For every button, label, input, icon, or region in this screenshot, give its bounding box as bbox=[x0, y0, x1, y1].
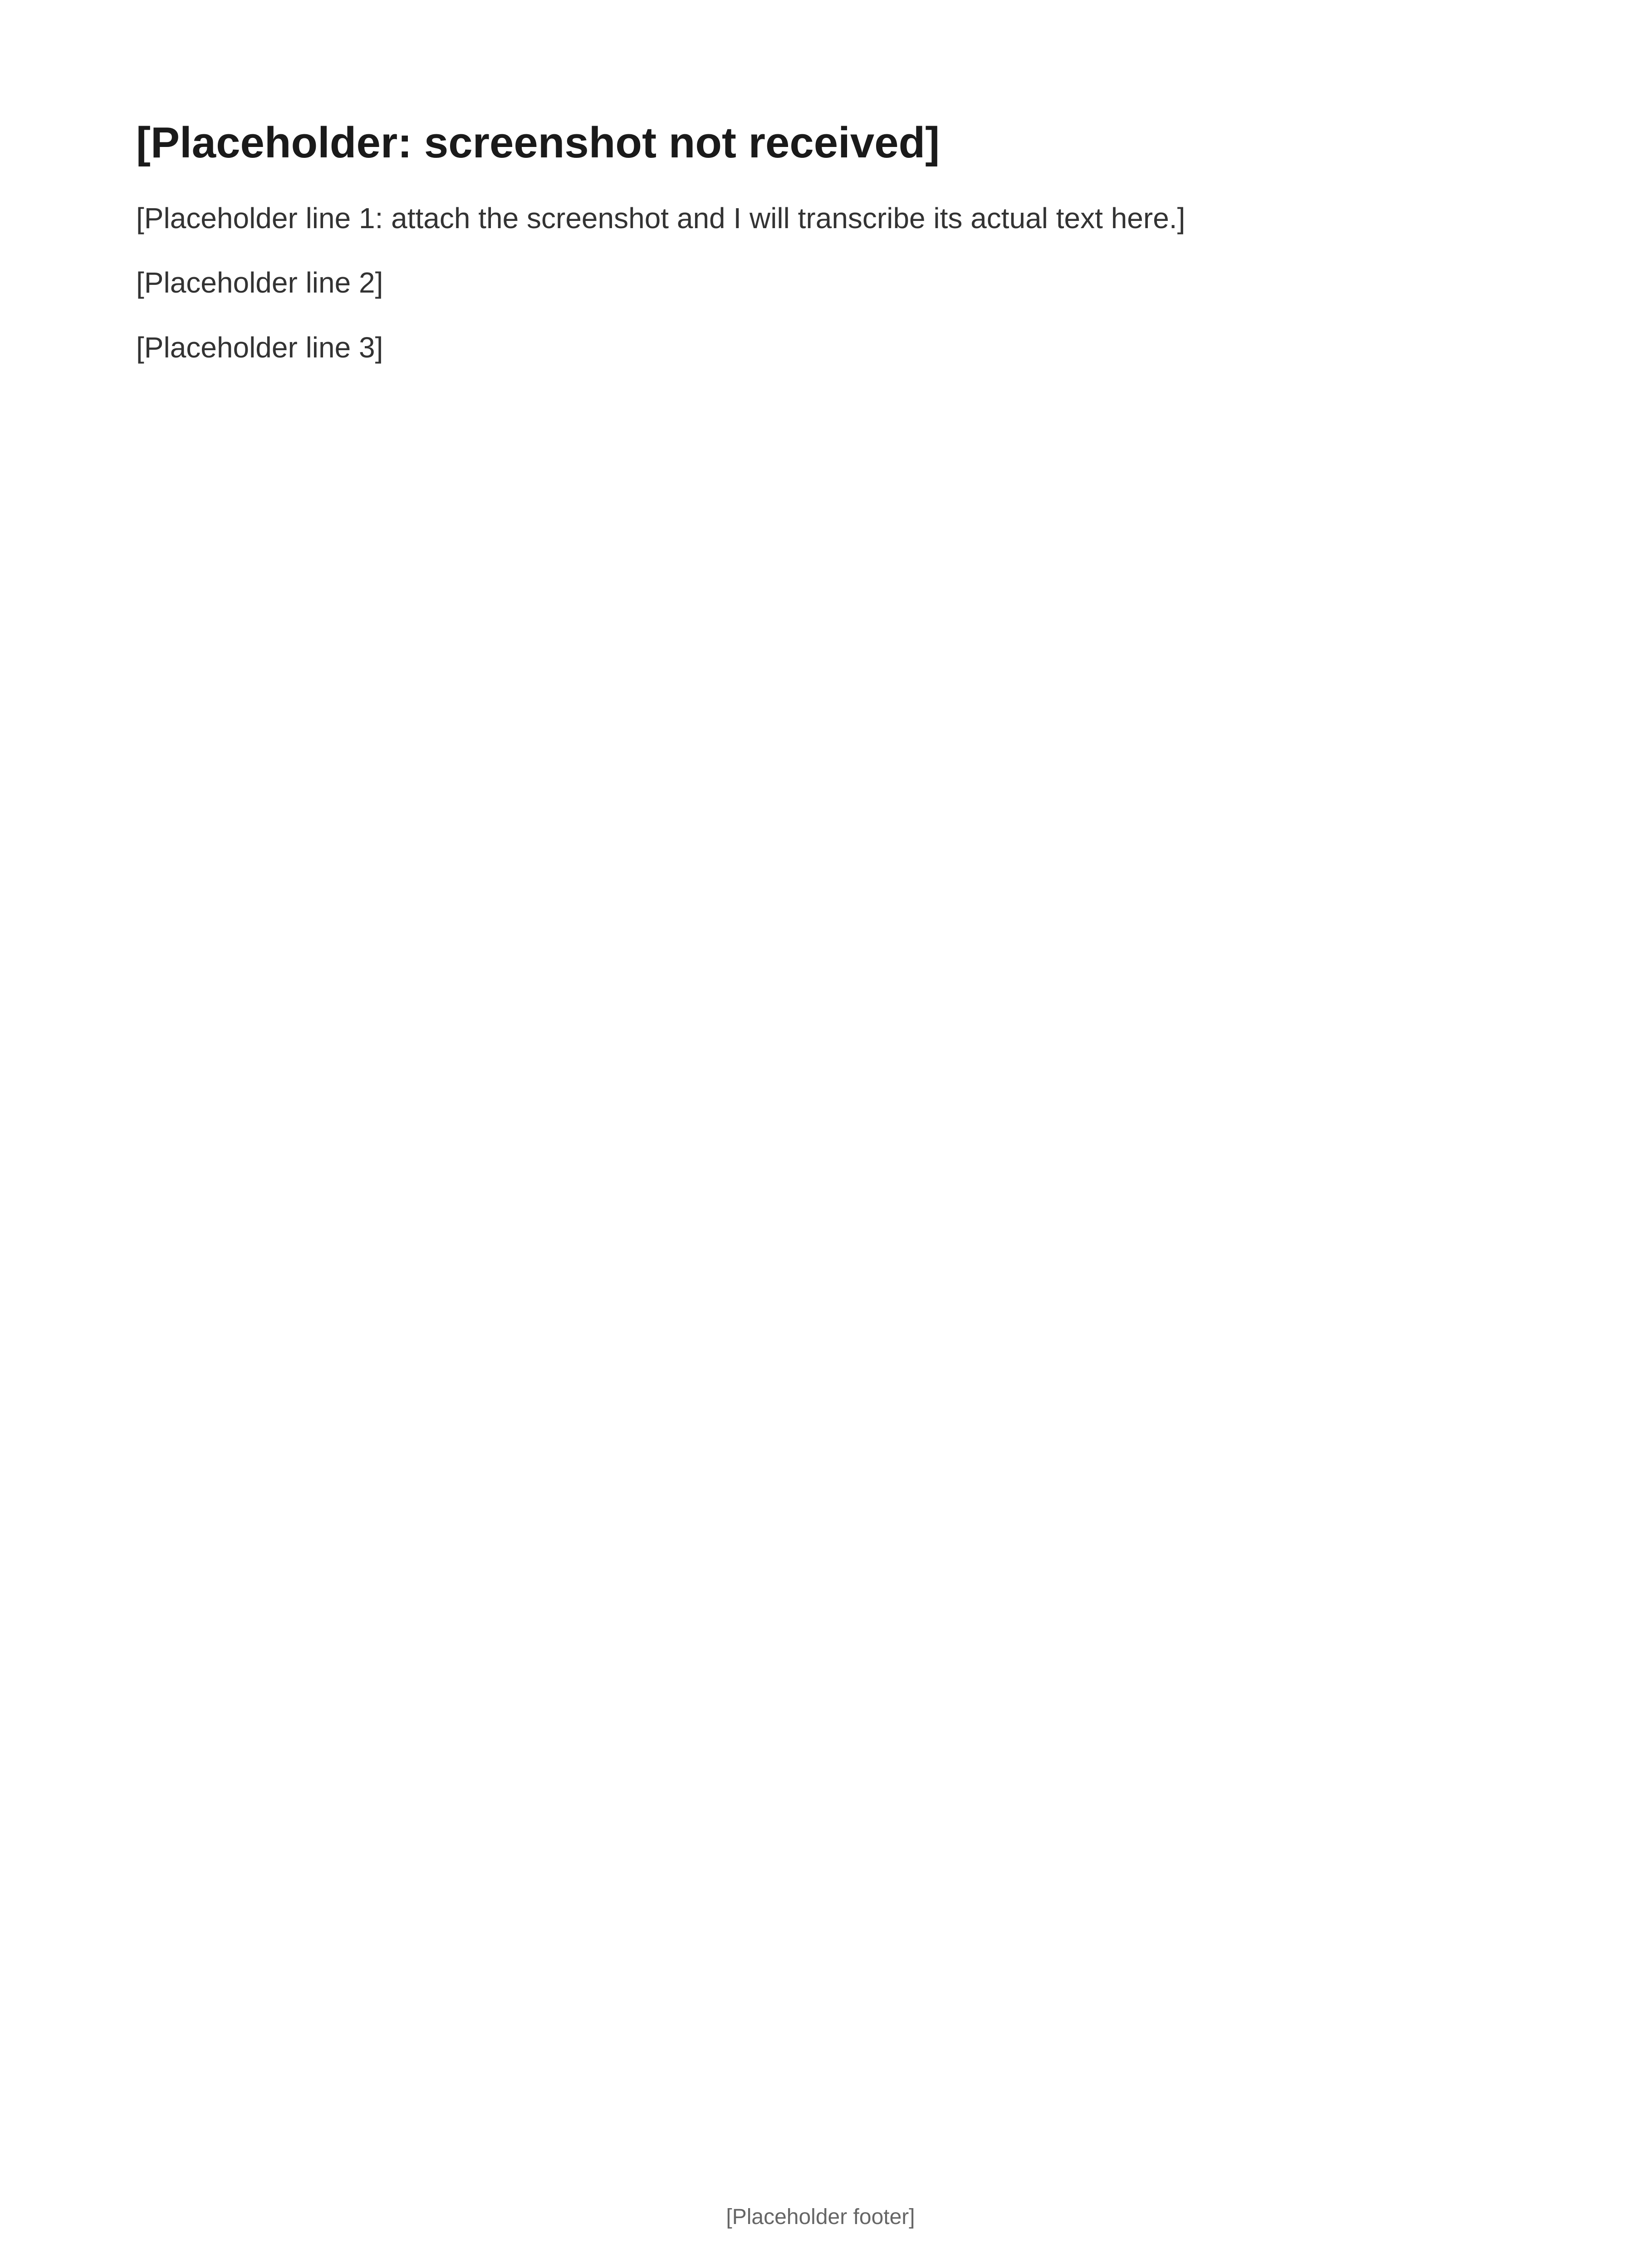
document-title: [Placeholder: screenshot not received] bbox=[136, 118, 940, 167]
document-line: [Placeholder line 2] bbox=[136, 266, 383, 299]
page-footer: [Placeholder footer] bbox=[726, 2205, 915, 2229]
document-line: [Placeholder line 1: attach the screenshot and I will transcribe its actual text here.] bbox=[136, 202, 1185, 235]
document-line: [Placeholder line 3] bbox=[136, 331, 383, 364]
